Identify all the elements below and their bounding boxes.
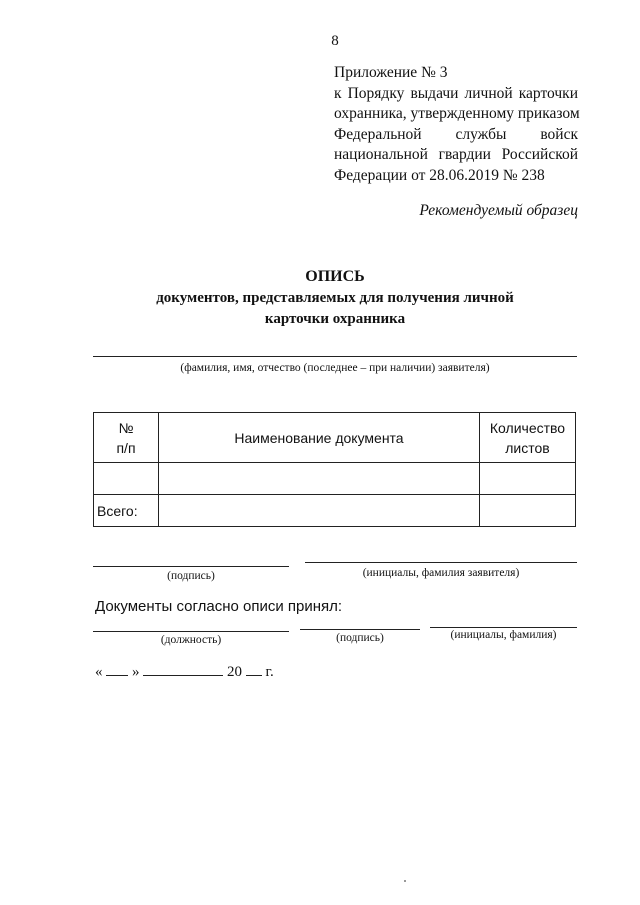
header-count-line1: Количество [489, 419, 566, 436]
subtitle-line: карточки охранника [264, 311, 406, 327]
accepted-label: Документы согласно описи принял: [95, 598, 343, 615]
appendix-line: Приложение № 3 [334, 64, 448, 81]
appendix-line: к Порядку выдачи личной карточки [334, 84, 578, 102]
receiver-initials-caption: (инициалы, фамилия) [450, 629, 557, 641]
applicant-signature-caption: (подпись) [167, 570, 215, 582]
subtitle-line: документов, представляемых для получения личной [156, 290, 514, 306]
appendix-line: Федерации от 28.06.2019 № 238 [334, 166, 545, 184]
year-suffix: г. [265, 664, 274, 680]
applicant-initials-caption: (инициалы, фамилия заявителя) [362, 567, 520, 579]
header-count-line2: листов [505, 439, 550, 456]
header-document-name: Наименование документа [159, 413, 480, 463]
header-number-line1: № [118, 419, 134, 436]
cell-sheet-count[interactable] [480, 463, 576, 495]
header-number [94, 413, 159, 463]
date-line [95, 663, 274, 681]
cell-total-count[interactable] [480, 495, 576, 527]
applicant-name-caption: (фамилия, имя, отчество (последнее – при наличии) заявителя) [180, 362, 490, 374]
month-blank[interactable] [143, 663, 223, 676]
appendix-line: охранника, утвержденному приказом [334, 105, 580, 122]
total-label: Всего: [94, 495, 159, 527]
scan-speck [404, 880, 406, 882]
applicant-initials-line [305, 562, 577, 563]
table-header-row [94, 413, 576, 463]
applicant-name-line [93, 356, 577, 357]
header-number-line2: п/п [116, 439, 136, 456]
page-number: 8 [331, 33, 339, 49]
cell-number[interactable] [94, 463, 159, 495]
receiver-initials-line [430, 627, 577, 628]
receiver-position-line [93, 631, 289, 632]
documents-table [93, 412, 576, 527]
year-blank[interactable] [246, 663, 262, 676]
appendix-block [334, 63, 578, 186]
receiver-signature-caption: (подпись) [336, 632, 384, 644]
applicant-signature-line [93, 566, 289, 567]
receiver-position-caption: (должность) [160, 634, 222, 646]
document-subtitle [0, 288, 640, 330]
date-open-quote: « [95, 664, 103, 680]
appendix-line: национальной гвардии Российской [334, 146, 578, 163]
header-sheet-count [480, 413, 576, 463]
cell-document-name[interactable] [159, 463, 480, 495]
table-row [94, 463, 576, 495]
receiver-signature-line [300, 629, 420, 630]
cell-total-name[interactable] [159, 495, 480, 527]
sample-label: Рекомендуемый образец [419, 202, 578, 219]
day-blank[interactable] [106, 663, 128, 676]
document-title: ОПИСЬ [305, 268, 365, 285]
table-total-row [94, 495, 576, 527]
year-prefix: 20 [227, 664, 242, 680]
appendix-line: Федеральной службы войск [334, 125, 578, 143]
date-close-quote: » [132, 664, 140, 680]
